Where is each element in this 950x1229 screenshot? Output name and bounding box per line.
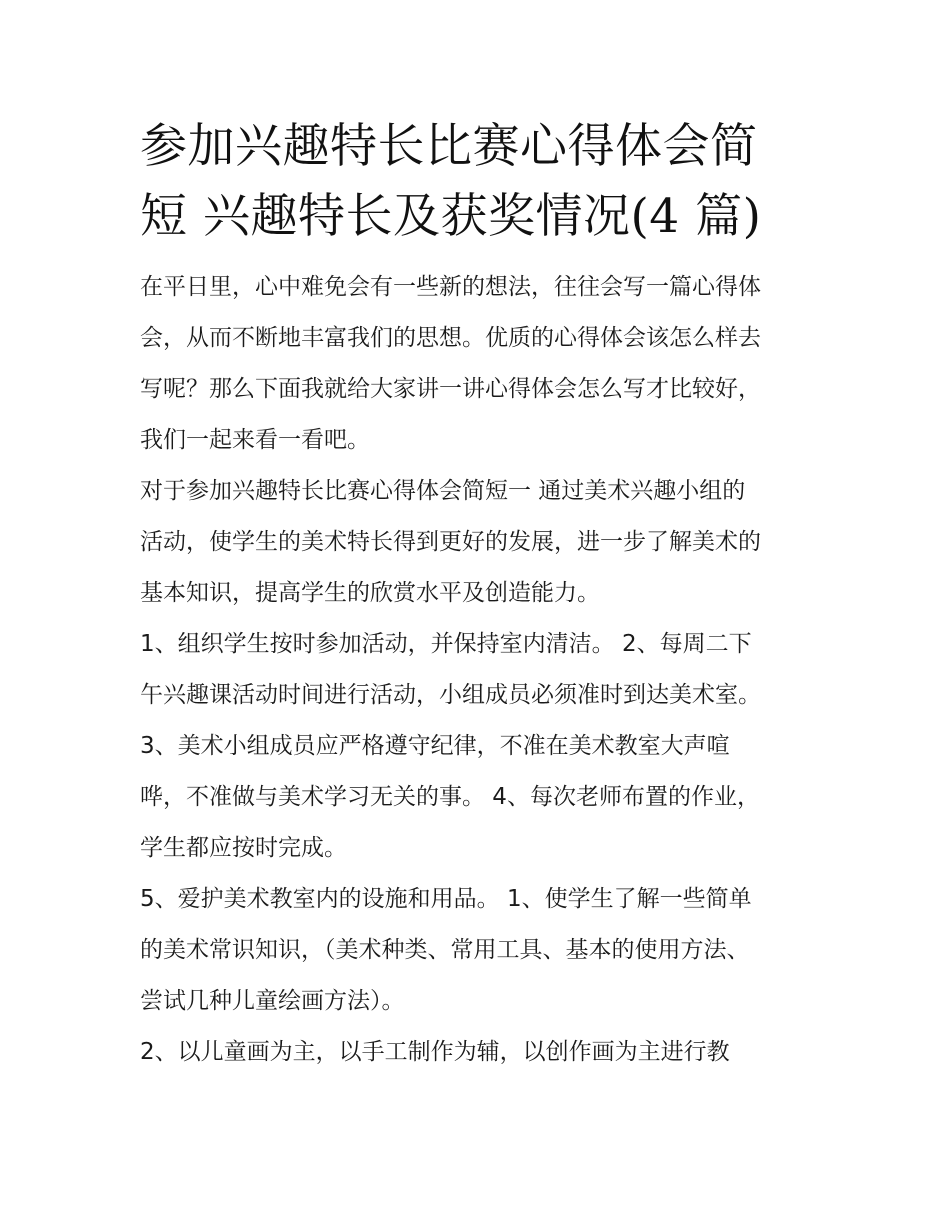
text-line: 活动，使学生的美术特长得到更好的发展，进一步了解美术的	[140, 529, 761, 555]
paragraph-rules-5	[140, 874, 820, 1027]
paragraph-teaching	[140, 1027, 820, 1078]
title-line-2: 短 兴趣特长及获奖情况(4 篇)	[140, 189, 762, 244]
text-line: 基本知识，提高学生的欣赏水平及创造能力。	[140, 580, 600, 606]
text-line: 尝试几种儿童绘画方法）。	[140, 988, 405, 1014]
text-line: 会，从而不断地丰富我们的思想。优质的心得体会该怎么样去	[140, 325, 761, 351]
paragraph-rules-3-4	[140, 721, 820, 874]
text-line: 的美术常识知识，（美术种类、常用工具、基本的使用方法、	[140, 937, 750, 963]
text-line: 学生都应按时完成。	[140, 835, 347, 861]
document-body	[140, 262, 820, 1078]
text-line: 午兴趣课活动时间进行活动，小组成员必须准时到达美术室。	[140, 682, 761, 708]
text-line: 哗，不准做与美术学习无关的事。 4、每次老师布置的作业，	[140, 784, 760, 810]
text-line: 对于参加兴趣特长比赛心得体会简短一 通过美术兴趣小组的	[140, 478, 746, 504]
paragraph-section-one	[140, 466, 820, 619]
text-line: 3、美术小组成员应严格遵守纪律，不准在美术教室大声喧	[140, 733, 730, 759]
document-title	[140, 112, 820, 252]
title-line-1: 参加兴趣特长比赛心得体会简	[140, 119, 758, 174]
text-line: 我们一起来看一看吧。	[140, 427, 370, 453]
text-line: 写呢？那么下面我就给大家讲一讲心得体会怎么写才比较好，	[140, 376, 761, 402]
paragraph-intro	[140, 262, 820, 466]
text-line: 在平日里，心中难免会有一些新的想法，往往会写一篇心得体	[140, 274, 761, 300]
document-content	[140, 112, 820, 1078]
text-line: 1、组织学生按时参加活动，并保持室内清洁。 2、每周二下	[140, 631, 752, 657]
paragraph-rules-1-2	[140, 619, 820, 721]
text-line: 5、爱护美术教室内的设施和用品。 1、使学生了解一些简单	[140, 886, 752, 912]
text-line: 2、以儿童画为主，以手工制作为辅，以创作画为主进行教	[140, 1039, 730, 1065]
